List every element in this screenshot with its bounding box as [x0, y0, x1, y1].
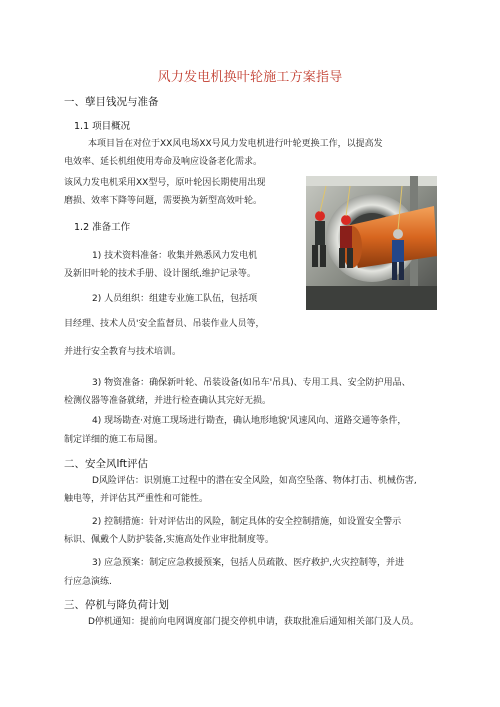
list-item: D风险评估：识别施工过程中的潜在安全风险，如高空坠落、物体打击、机械伤害, — [92, 476, 417, 486]
list-item: 目经理、技术人员'安全监督员、吊装作业人员等， — [64, 319, 265, 329]
list-item: 2) 人员组织：组建专业施工队伍，包括项 — [92, 294, 258, 304]
paragraph-line: 电效率、延长机组使用寿命及响应设备老化需求。 — [64, 157, 263, 167]
list-item: 检测仪器等准备就绪，并进行检查确认其完好无损。 — [64, 396, 272, 406]
list-item: 标识、佩戴个人防护装备,实施高处作业审批制度等。 — [64, 535, 274, 545]
paragraph-line: 本项目旨在对位于XX风电场XX号风力发电机进行叶轮更换工作，以提高发 — [88, 139, 383, 149]
subsection-1-1-heading: 1.1 项目概况 — [74, 121, 131, 132]
paragraph-line: 磨损、效率下降等问题，需要换为新型高效叶轮。 — [64, 196, 263, 206]
section-2-heading: 二、安全风lft评估 — [64, 458, 149, 470]
list-item: 制定详细的施工布局图。 — [64, 435, 164, 445]
paragraph-line: 该风力发电机采用XX型号，原叶轮因长期使用出现 — [64, 178, 266, 188]
turbine-hub-photo — [306, 176, 437, 310]
document-title: 风力发电机换叶轮施工方案指导 — [157, 70, 343, 85]
list-item: 行应急演练. — [64, 577, 112, 587]
list-item: 3) 应急预案：制定应急救援预案，包括人员疏散、医疗救护,火灾控制等，并进 — [92, 558, 404, 568]
section-3-heading: 三、停机与降负荷计划 — [64, 599, 169, 611]
turbine-hub-illustration — [306, 176, 437, 310]
list-item: D停机通知：提前向电网调度部门提交停机申请，获取批准后通知相关部门及人员。 — [88, 617, 419, 627]
list-item: 1) 技术资料准备：收集并熟悉风力发电机 — [92, 251, 258, 261]
list-item: 3) 物资准备：确保新叶轮、吊装设备(如吊车'吊具)、专用工具、安全防护用品、 — [92, 378, 411, 388]
list-item: 4) 现场勘查·对施工现场进行勘查，确认地形地貌'风速风向、道路交通等条件， — [92, 416, 407, 426]
list-item: 及新旧叶轮的技术手册、设计图纸,维护记录等。 — [64, 269, 256, 279]
list-item: 2) 控制措施：针对评估出的风险，制定具体的安全控制措施，如设置安全警示 — [92, 517, 402, 527]
list-item: 并进行安全教育与技术培训。 — [64, 347, 182, 357]
subsection-1-2-heading: 1.2 准备工作 — [74, 222, 131, 233]
section-1-heading: 一、孽目钱况与准备 — [64, 96, 159, 108]
list-item: 触电等，并评估其严重性和可能性。 — [64, 494, 209, 504]
